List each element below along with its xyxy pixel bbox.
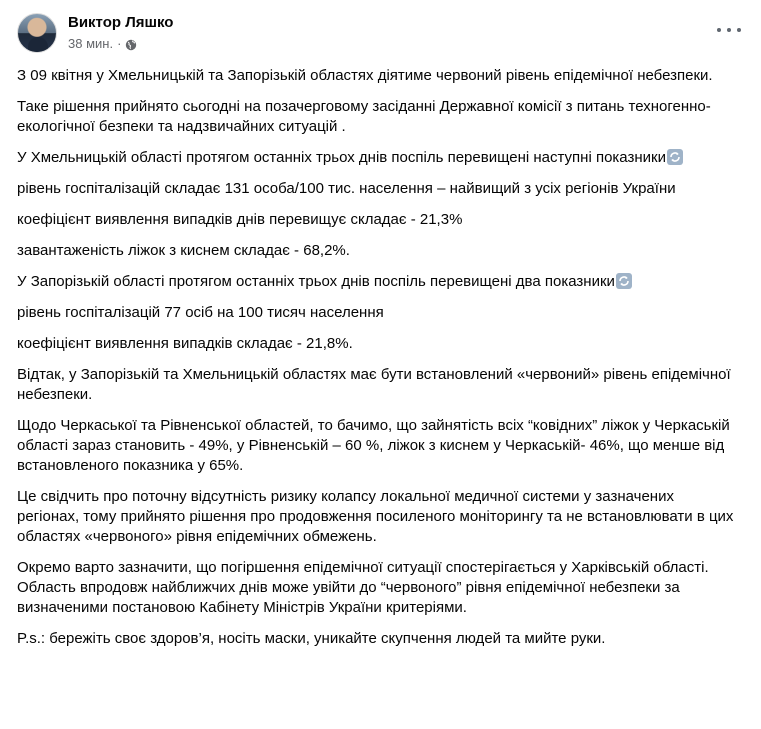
more-options-button[interactable] <box>717 20 741 40</box>
paragraph-text: рівень госпіталізацій складає 131 особа/100 тис. населення – найвищий з усіх регіонів України <box>17 180 676 197</box>
arrows-down-emoji-icon <box>667 149 683 165</box>
paragraph-text: Щодо Черкаської та Рівненської областей, то бачимо, що зайнятість всіх “ковідних” ліжок у Черкаській області зараз становить - 49%, у Рівненській – 60 %, ліжок з киснем у Черкаській- 46%, що менше від встановленого показника у 65%. <box>17 417 730 474</box>
paragraph-text: У Запорізькій області протягом останніх трьох днів поспіль перевищені два показники <box>17 273 615 290</box>
post-header <box>17 11 173 55</box>
post-meta <box>68 13 173 53</box>
post-paragraph <box>17 148 739 168</box>
post-paragraph <box>17 210 739 230</box>
arrows-down-emoji-icon <box>616 273 632 289</box>
post-paragraph <box>17 241 739 261</box>
post-timestamp[interactable]: 38 мин. <box>68 36 114 51</box>
globe-icon[interactable] <box>125 38 137 50</box>
author-name[interactable]: Виктор Ляшко <box>68 14 174 31</box>
paragraph-text: завантаженість ліжок з киснем складає - 68,2%. <box>17 242 350 259</box>
post-paragraph <box>17 66 739 86</box>
paragraph-text: P.s.: бережіть своє здоров’я, носіть маски, уникайте скупчення людей та мийте руки. <box>17 630 606 647</box>
meta-separator: · <box>117 36 122 51</box>
paragraph-text: коефіцієнт виявлення випадків днів перевищує складає - 21,3% <box>17 211 463 228</box>
more-dot-icon <box>717 28 721 32</box>
post-paragraph <box>17 334 739 354</box>
paragraph-text: рівень госпіталізацій 77 осіб на 100 тисяч населення <box>17 304 384 321</box>
post-paragraph <box>17 97 739 137</box>
paragraph-text: У Хмельницькій області протягом останніх трьох днів поспіль перевищені наступні показники <box>17 149 666 166</box>
post-subline <box>68 35 173 53</box>
more-dot-icon <box>727 28 731 32</box>
paragraph-text: Відтак, у Запорізькій та Хмельницькій областях має бути встановлений «червоний» рівень епідемічної небезпеки. <box>17 366 731 403</box>
post-paragraph <box>17 629 739 649</box>
post-paragraph <box>17 303 739 323</box>
post-body <box>17 66 739 660</box>
paragraph-text: Таке рішення прийнято сьогодні на позачерговому засіданні Державної комісії з питань техногенно-екологічної безпеки та надзвичайних ситуацій . <box>17 98 711 135</box>
author-avatar[interactable] <box>17 13 57 53</box>
paragraph-text: З 09 квітня у Хмельницькій та Запорізькій областях діятиме червоний рівень епідемічної небезпеки. <box>17 67 713 84</box>
paragraph-text: Це свідчить про поточну відсутність ризику колапсу локальної медичної системи у зазначених регіонах, тому прийнято рішення про продовження посиленого моніторингу та не встановлювати в цих областях «червоного» рівня епідемічних обмежень. <box>17 488 734 545</box>
post-paragraph <box>17 558 739 618</box>
post-paragraph <box>17 179 739 199</box>
post-paragraph <box>17 487 739 547</box>
more-dot-icon <box>737 28 741 32</box>
paragraph-text: Окремо варто зазначити, що погіршення епідемічної ситуації спостерігається у Харківській області. Область впродовж найближчих днів може увійти до “червоного” рівня епідемічної небезпеки за визначеними постановою Кабінету Міністрів України критеріями. <box>17 559 709 616</box>
post-paragraph <box>17 416 739 476</box>
post-paragraph <box>17 365 739 405</box>
paragraph-text: коефіцієнт виявлення випадків складає - 21,8%. <box>17 335 353 352</box>
post-paragraph <box>17 272 739 292</box>
